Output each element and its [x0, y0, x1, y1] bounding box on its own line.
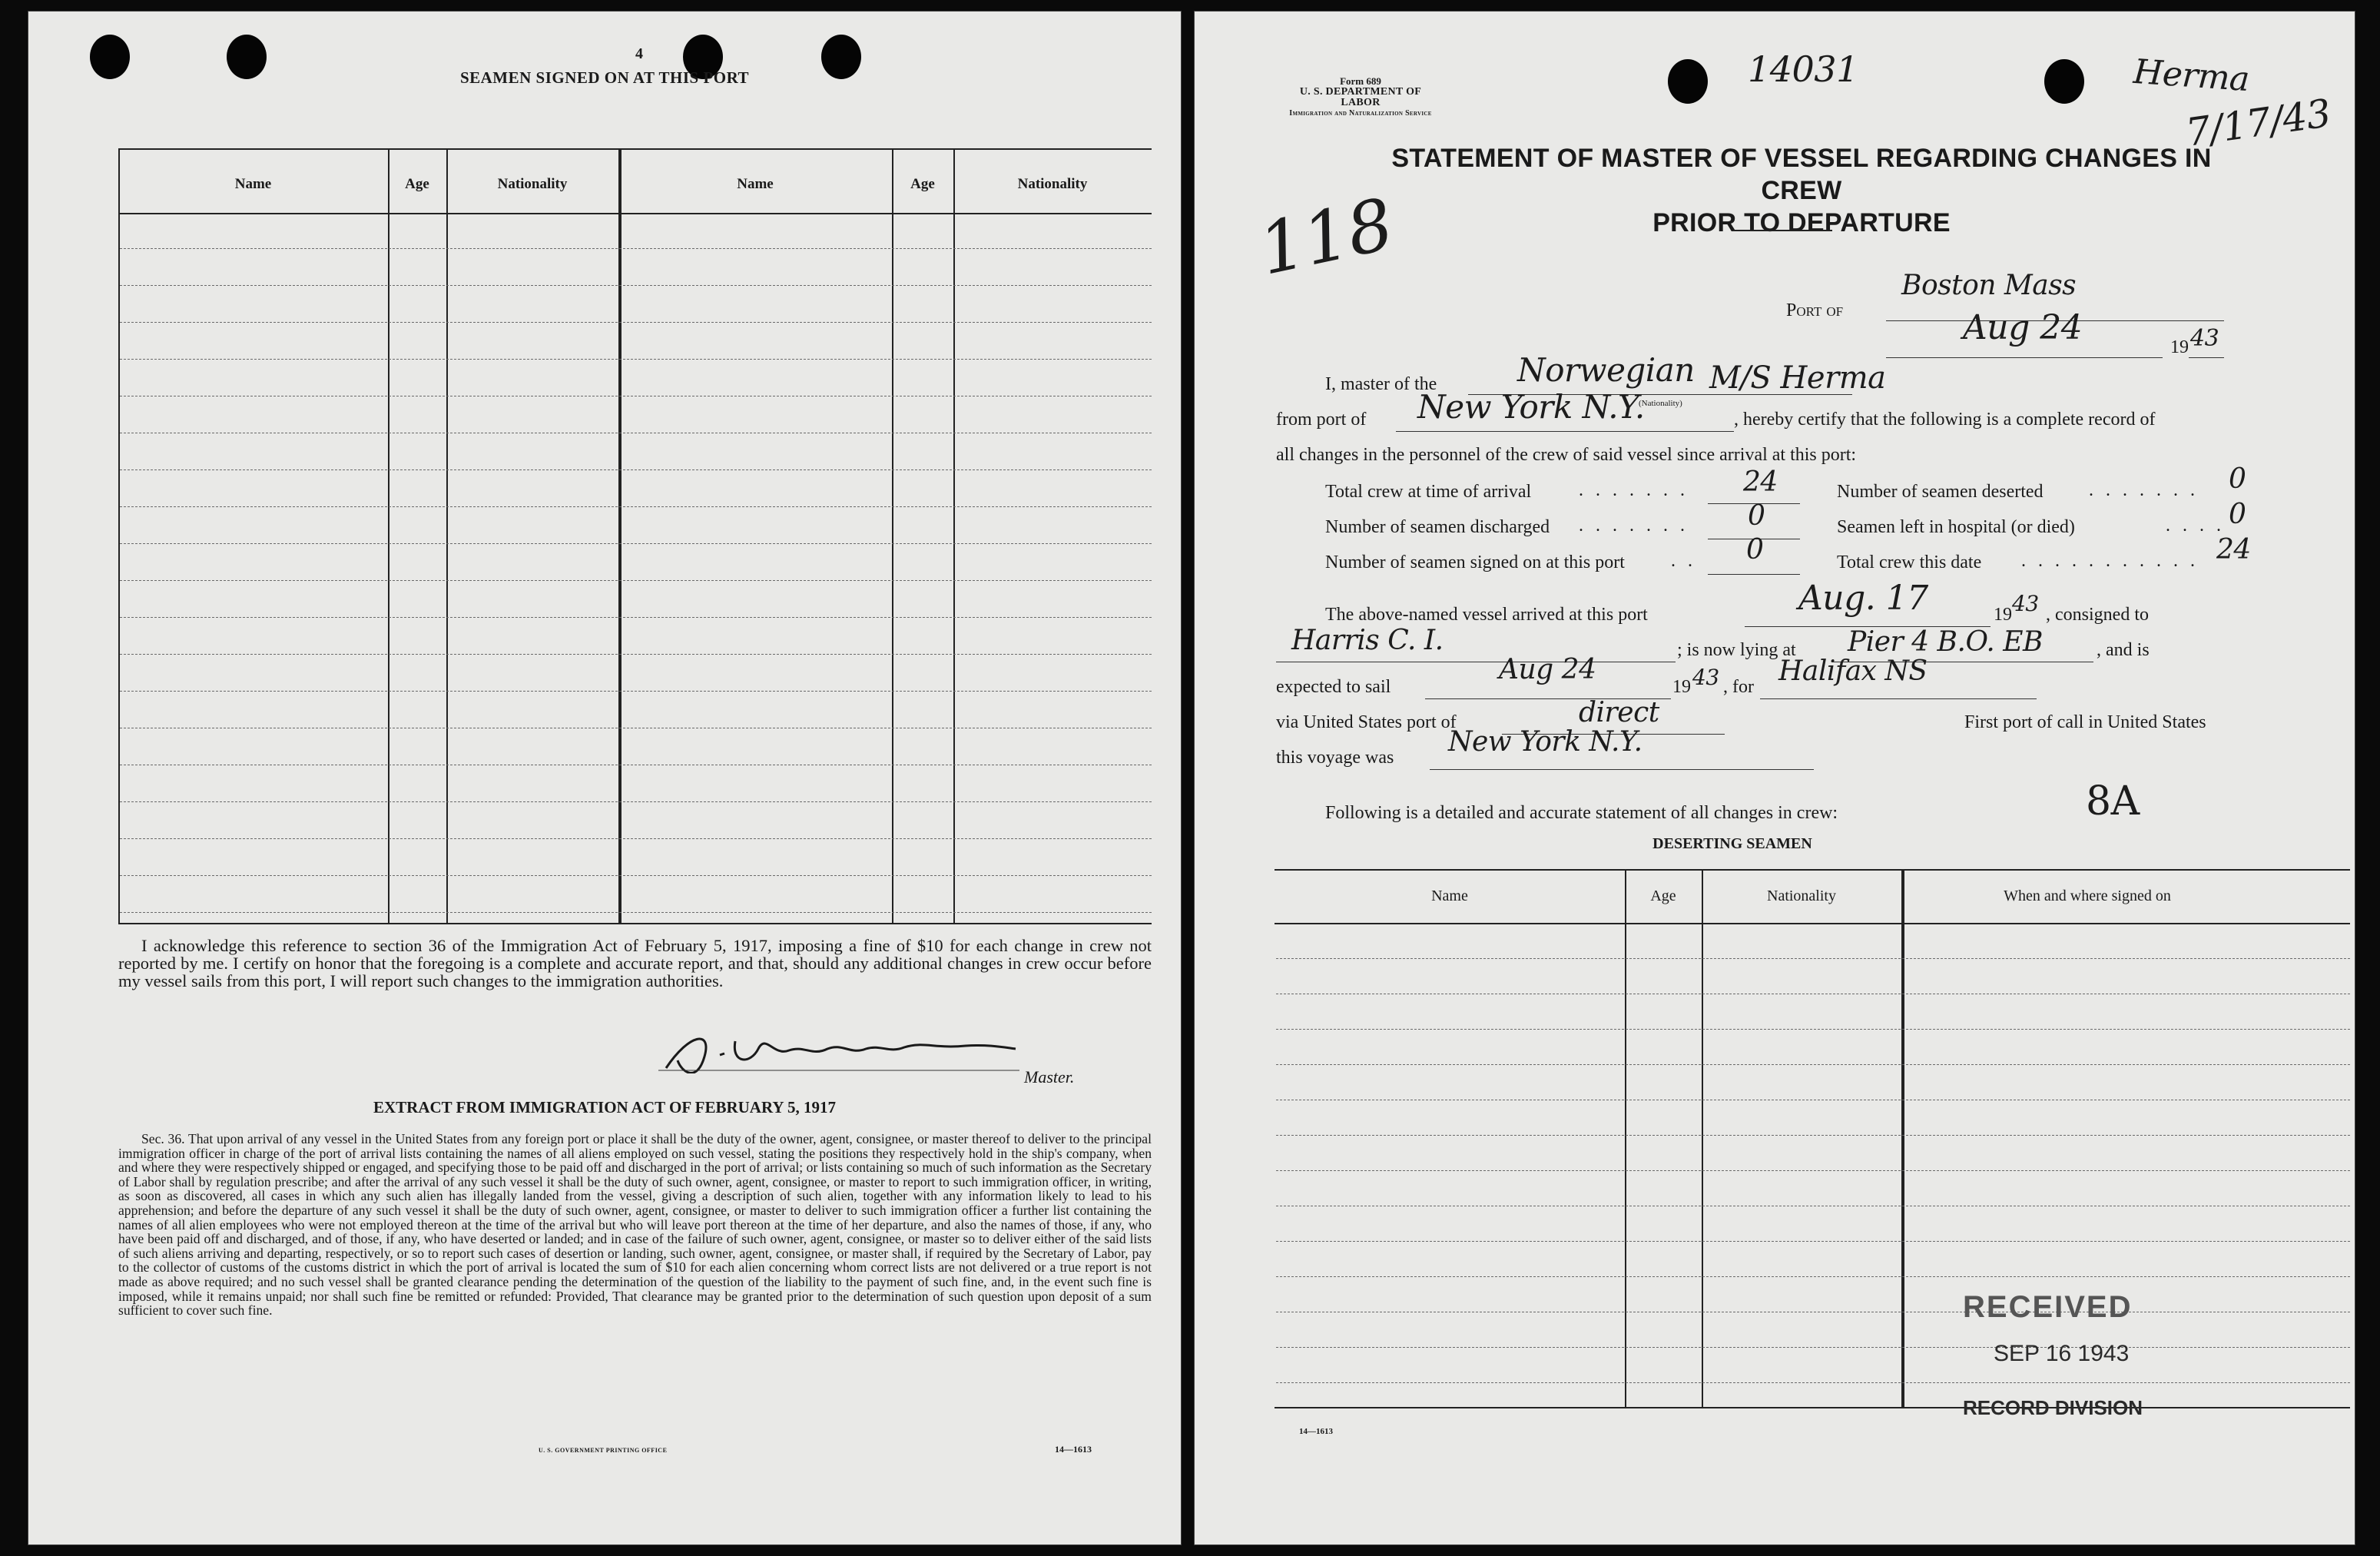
col-nationality: Nationality — [497, 176, 568, 192]
deserting-table-bottom — [1275, 1407, 2350, 1408]
and-is-label: , and is — [2097, 640, 2150, 660]
col-age: Age — [910, 176, 935, 192]
table-row — [120, 285, 1152, 286]
hospital-label: Seamen left in hospital (or died) — [1837, 517, 2075, 537]
form-title — [1348, 142, 2255, 239]
signed-on-label: Number of seamen signed on at this port — [1325, 552, 1625, 572]
stamp-received: RECEIVED — [1963, 1290, 2133, 1324]
table-row — [1276, 1170, 2350, 1171]
arrived-label: The above-named vessel arrived at this port — [1325, 605, 1648, 625]
table-bottom-rule — [118, 923, 1152, 924]
handwritten-total-crew-date: 24 — [2216, 534, 2251, 566]
dot-leader: . . . . . . . — [2089, 480, 2199, 500]
handwritten-signed-on: 0 — [1746, 534, 1764, 566]
col-nationality: Nationality — [1767, 887, 1836, 904]
dot-leader: . . . . . . . — [1579, 516, 1689, 536]
following-label: Following is a detailed and accurate statement of all changes in crew: — [1325, 803, 1838, 823]
voyage-line — [1430, 769, 1814, 770]
table-row — [1276, 1241, 2350, 1242]
extract-text — [118, 1132, 1152, 1318]
dot-leader: . . — [1671, 551, 1696, 571]
extract-paragraph: Sec. 36. That upon arrival of any vessel in the United States from any foreign port or place it shall be the duty of the owner, agent, consignee, or master thereof to deliver to the principal immigration officer in charge of the port of arrival lists containing the names of all aliens employed on such vessel, stating the positions they respectively hold in the ship's company, when and where they were respectively shipped or engaged, and specifying those to be paid off and discharged in the port of arrival; or lists containing so much of such information as the Secretary of Labor shall by regulation prescribe; and after the arrival of any such vessel it shall be the duty of such owner, agent, consignee, or master to report to such immigration officer, in writing, as soon as discovered, all cases in which any such alien has illegally landed from the vessel, giving a description of such alien, together with any information likely to lead to his apprehension; and before the departure of any such vessel it shall be the duty of such owner, agent, consignee, or master to deliver to such immigration officer a further list containing the names of all alien employees who were not employed thereon at the time of the arrival but who will leave port thereon at the time of her departure, and also the names of those, if any, who have been paid off and discharged, and of those, if any, who have deserted or landed; and in case of the failure of such owner, agent, consignee, or master so to deliver either of the said lists of such aliens arriving and departing, respectively, or so to report such cases of desertion or landing, such owner, agent, consignee, or master shall, if required by the Secretary of Labor, pay to the collector of customs of the customs district in which the port of arrival is located the sum of $10 for each alien concerning whom correct lists are not delivered or a true report is not made as above required; and no such vessel shall be granted clearance pending the determination of the question of the liability to the payment of such fine, and, in the event such fine is imposed, while it remains unpaid; nor shall such fine be remitted or refunded: Provided, That clearance may be granted prior to the determination of such question upon deposit of a sum sufficient to cover such fine. — [118, 1131, 1152, 1319]
year-prefix: 19 — [1994, 605, 2012, 625]
handwritten-top-right-name: Herma — [2132, 51, 2251, 100]
year-line — [2189, 357, 2224, 358]
handwritten-sail-for: Halifax NS — [1778, 655, 1928, 687]
signed-on-heading: SEAMEN SIGNED ON AT THIS PORT — [459, 68, 750, 87]
acknowledgement-paragraph: I acknowledge this reference to section 36 of the Immigration Act of February 5, 1917, imposing a fine of $10 for each change in crew not reported by me. I certify on honor that the foregoing is a complete and accurate report, and that, should any additional changes in crew occur before my vessel sails from this port, I will report such changes to the immigration authorities. — [118, 936, 1152, 990]
form-label: Form 689 — [1340, 75, 1381, 87]
table-border — [118, 148, 120, 923]
handwritten-port: Boston Mass — [1901, 270, 2077, 301]
total-crew-arrival-label: Total crew at time of arrival — [1325, 482, 1532, 502]
nationality-label: (Nationality) — [1639, 399, 1682, 408]
lying-label: ; is now lying at — [1677, 640, 1796, 660]
handwritten-margin-number: 118 — [1251, 183, 1400, 291]
col-when-where: When and where signed on — [2004, 887, 2171, 904]
table-row — [120, 838, 1152, 839]
table-row — [120, 469, 1152, 470]
master-of-label: I, master of the — [1325, 374, 1437, 394]
col-name: Name — [234, 176, 272, 192]
acknowledgement-text — [118, 937, 1152, 990]
dot-leader: . . . . . . . . . . . — [2021, 551, 2199, 571]
handwritten-vessel: M/S Herma — [1709, 360, 1886, 396]
table-row — [120, 506, 1152, 507]
table-row — [1276, 1276, 2350, 1277]
column-divider — [388, 148, 389, 923]
handwritten-total-crew-arrival: 24 — [1743, 466, 1778, 498]
table-row — [120, 654, 1152, 655]
handwritten-sail-year: 43 — [1692, 665, 1719, 690]
table-row — [1276, 1382, 2350, 1383]
form-number: 14—1613 — [1299, 1427, 1333, 1436]
master-signature — [658, 1026, 1019, 1073]
master-label: Master. — [1024, 1067, 1075, 1087]
extract-title: EXTRACT FROM IMMIGRATION ACT OF FEBRUARY 5, 1917 — [373, 1098, 837, 1116]
column-divider — [618, 148, 622, 923]
col-nationality: Nationality — [1017, 176, 1088, 192]
handwritten-date: Aug 24 — [1963, 308, 2083, 347]
signed-on-line — [1708, 574, 1800, 575]
stamp-date: SEP 16 1943 — [1994, 1341, 2130, 1366]
table-row — [1276, 1064, 2350, 1065]
handwritten-arrived-year: 43 — [2012, 591, 2039, 616]
dot-leader: . . . . . . . — [1579, 480, 1689, 500]
table-row — [120, 801, 1152, 802]
handwritten-top-number: 14031 — [1748, 48, 1858, 90]
dot-leader: . . . . — [2166, 516, 2225, 536]
expected-label: expected to sail — [1276, 677, 1391, 697]
column-divider — [1625, 869, 1626, 1407]
service: Immigration and Naturalization Service — [1289, 109, 1432, 118]
table-row — [120, 691, 1152, 692]
deserting-table-top — [1275, 869, 2350, 871]
handwritten-from-port: New York N.Y. — [1417, 388, 1645, 426]
handwritten-nationality: Norwegian — [1517, 351, 1695, 389]
from-port-label: from port of — [1276, 410, 1367, 430]
consigned-label: , consigned to — [2046, 605, 2149, 625]
handwritten-discharged: 0 — [1748, 500, 1765, 532]
handwritten-sail-date: Aug 24 — [1499, 654, 1596, 685]
column-divider — [892, 148, 893, 923]
year-prefix: 19 — [2170, 337, 2189, 357]
punch-hole — [2044, 59, 2084, 104]
deserted-label: Number of seamen deserted — [1837, 482, 2044, 502]
table-row — [120, 359, 1152, 360]
column-divider — [953, 148, 955, 923]
port-label: Port of — [1786, 300, 1844, 320]
handwritten-year: 43 — [2190, 325, 2219, 352]
deserting-heading: DESERTING SEAMEN — [1652, 835, 1812, 852]
discharged-label: Number of seamen discharged — [1325, 517, 1550, 537]
table-row — [120, 875, 1152, 876]
column-divider — [1702, 869, 1703, 1407]
first-port-label: First port of call in United States — [1964, 712, 2206, 732]
handwritten-consigned-to: Harris C. I. — [1291, 625, 1444, 656]
punch-hole — [1668, 59, 1708, 104]
for-label: , for — [1723, 677, 1754, 697]
table-row — [120, 248, 1152, 249]
table-row — [120, 912, 1152, 913]
title-line-1: STATEMENT OF MASTER OF VESSEL REGARDING CHANGES IN CREW — [1391, 144, 2212, 205]
handwritten-top-right-date: 7/17/43 — [2183, 91, 2334, 155]
page-number: 4 — [635, 45, 643, 62]
handwritten-lying-at: Pier 4 B.O. EB — [1848, 626, 2043, 658]
printing-office: U. S. GOVERNMENT PRINTING OFFICE — [539, 1447, 668, 1454]
sail-for-line — [1760, 698, 2037, 699]
handwritten-deserted: 0 — [2229, 463, 2246, 495]
title-line-2: PRIOR TO DEPARTURE — [1652, 208, 1951, 237]
table-row — [1276, 1029, 2350, 1030]
form-identifier — [1284, 76, 1437, 119]
handwritten-hospital: 0 — [2229, 499, 2246, 530]
column-divider — [1901, 869, 1904, 1407]
title-rule — [1732, 230, 1832, 231]
all-changes-text: all changes in the personnel of the crew of said vessel since arrival at this port: — [1276, 445, 1857, 465]
table-row — [120, 543, 1152, 544]
table-row — [120, 322, 1152, 323]
table-row — [1276, 958, 2350, 959]
col-name: Name — [1431, 887, 1468, 904]
table-row — [120, 617, 1152, 618]
column-divider — [446, 148, 448, 923]
deserting-table-header-rule — [1275, 923, 2350, 924]
certify-text: , hereby certify that the following is a complete record of — [1734, 410, 2156, 430]
handwritten-first-port: New York N.Y. — [1448, 726, 1642, 758]
col-age: Age — [1650, 887, 1676, 904]
form-number: 14—1613 — [1055, 1444, 1092, 1455]
table-row — [120, 580, 1152, 581]
table-row — [1276, 1347, 2350, 1348]
left-page — [28, 11, 1182, 1545]
col-age: Age — [405, 176, 429, 192]
date-line — [1886, 357, 2163, 358]
handwritten-page-mark: 8A — [2086, 778, 2140, 824]
from-port-line — [1396, 431, 1734, 432]
year-prefix: 19 — [1672, 677, 1691, 697]
department: U. S. DEPARTMENT OF LABOR — [1299, 86, 1422, 108]
col-name: Name — [737, 176, 774, 192]
table-row — [1276, 1135, 2350, 1136]
handwritten-arrived-date: Aug. 17 — [1798, 579, 1928, 618]
handwritten-via-port: direct — [1579, 697, 1659, 728]
right-page — [1194, 11, 2355, 1545]
via-label: via United States port of — [1276, 712, 1457, 732]
stamp-division: RECORD DIVISION — [1963, 1396, 2143, 1419]
total-crew-date-label: Total crew this date — [1837, 552, 1982, 572]
voyage-label: this voyage was — [1276, 748, 1394, 768]
